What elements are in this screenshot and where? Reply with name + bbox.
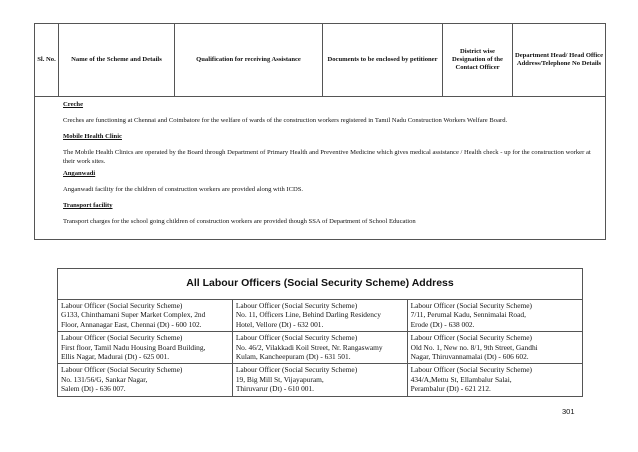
officer-cell: Labour Officer (Social Security Scheme) Old No. 1, New no. 8/1, 9th Street, Gandhi Nagar, Thiruvannamalai (Dt) - 606 602. (407, 332, 582, 364)
header-district-officer: District wise Designation of the Contact Officer (443, 24, 513, 97)
section-text: Creches are functioning at Chennai and Coimbatore for the welfare of wards of the construction workers registered in Tamil Nadu Construction Workers Welfare Board. (63, 117, 508, 124)
section-title: Creche (63, 101, 84, 108)
section-text: Anganwadi facility for the children of construction workers are provided along with ICDS. (63, 186, 304, 193)
section-creche (63, 97, 605, 129)
header-qualification: Qualification for receiving Assistance (175, 24, 323, 97)
officer-cell: Labour Officer (Social Security Scheme) 7/11, Perumal Kadu, Sennimalai Road, Erode (Dt) - 638 002. (407, 300, 582, 332)
section-title: Anganwadi (63, 170, 96, 177)
section-text: The Mobile Health Clinics are operated by the Board through Department of Primary Health and Preventive Medicine which gives medical assistance / Health check - up for the construction worker at their work sites. (63, 149, 591, 165)
scheme-table-header (35, 24, 606, 97)
section-mobile-health-clinic (63, 129, 605, 166)
section-anganwadi (63, 166, 605, 198)
table-row (58, 300, 583, 332)
officer-cell: Labour Officer (Social Security Scheme) No. 131/56/G, Sankar Nagar, Salem (Dt) - 636 007. (58, 364, 233, 396)
scheme-details-row (35, 97, 606, 240)
officer-cell: Labour Officer (Social Security Scheme) 434/A,Mettu St, Ellambalur Salai, Perambalur (Dt) - 621 212. (407, 364, 582, 396)
table-row (58, 332, 583, 364)
header-sl-no: Sl. No. (35, 24, 59, 97)
section-title: Mobile Health Clinic (63, 133, 122, 140)
header-department-head: Department Head/ Head Office Address/Telephone No Details (513, 24, 606, 97)
officer-cell: Labour Officer (Social Security Scheme) No. 11, Officers Line, Behind Darling Residency Hotel, Vellore (Dt) - 632 001. (232, 300, 407, 332)
labour-officers-table (57, 268, 583, 397)
officer-cell: Labour Officer (Social Security Scheme) No. 46/2, Vilakkadi Koil Street, Nr. Rangaswamy Kulam, Kancheepuram (Dt) - 631 501. (232, 332, 407, 364)
scheme-details-cell (35, 97, 606, 240)
header-scheme-name: Name of the Scheme and Details (59, 24, 175, 97)
table-row (58, 364, 583, 396)
header-documents: Documents to be enclosed by petitioner (323, 24, 443, 97)
officer-cell: Labour Officer (Social Security Scheme) First floor, Tamil Nadu Housing Board Building, Ellis Nagar, Madurai (Dt) - 625 001. (58, 332, 233, 364)
section-transport-facility (63, 198, 605, 230)
page-number: 301 (562, 407, 575, 416)
officer-cell: Labour Officer (Social Security Scheme) 19, Big Mill St, Vijayapuram, Thiruvarur (Dt) - 610 001. (232, 364, 407, 396)
section-title: Transport facility (63, 202, 113, 209)
officers-table-title: All Labour Officers (Social Security Scheme) Address (58, 269, 583, 300)
scheme-table (34, 23, 606, 240)
section-text: Transport charges for the school going children of construction workers are provided though SSA of Department of School Education (63, 218, 416, 225)
officer-cell: Labour Officer (Social Security Scheme) G133, Chinthamani Super Market Complex, 2nd Floor, Annanagar East, Chennai (Dt) - 600 102. (58, 300, 233, 332)
